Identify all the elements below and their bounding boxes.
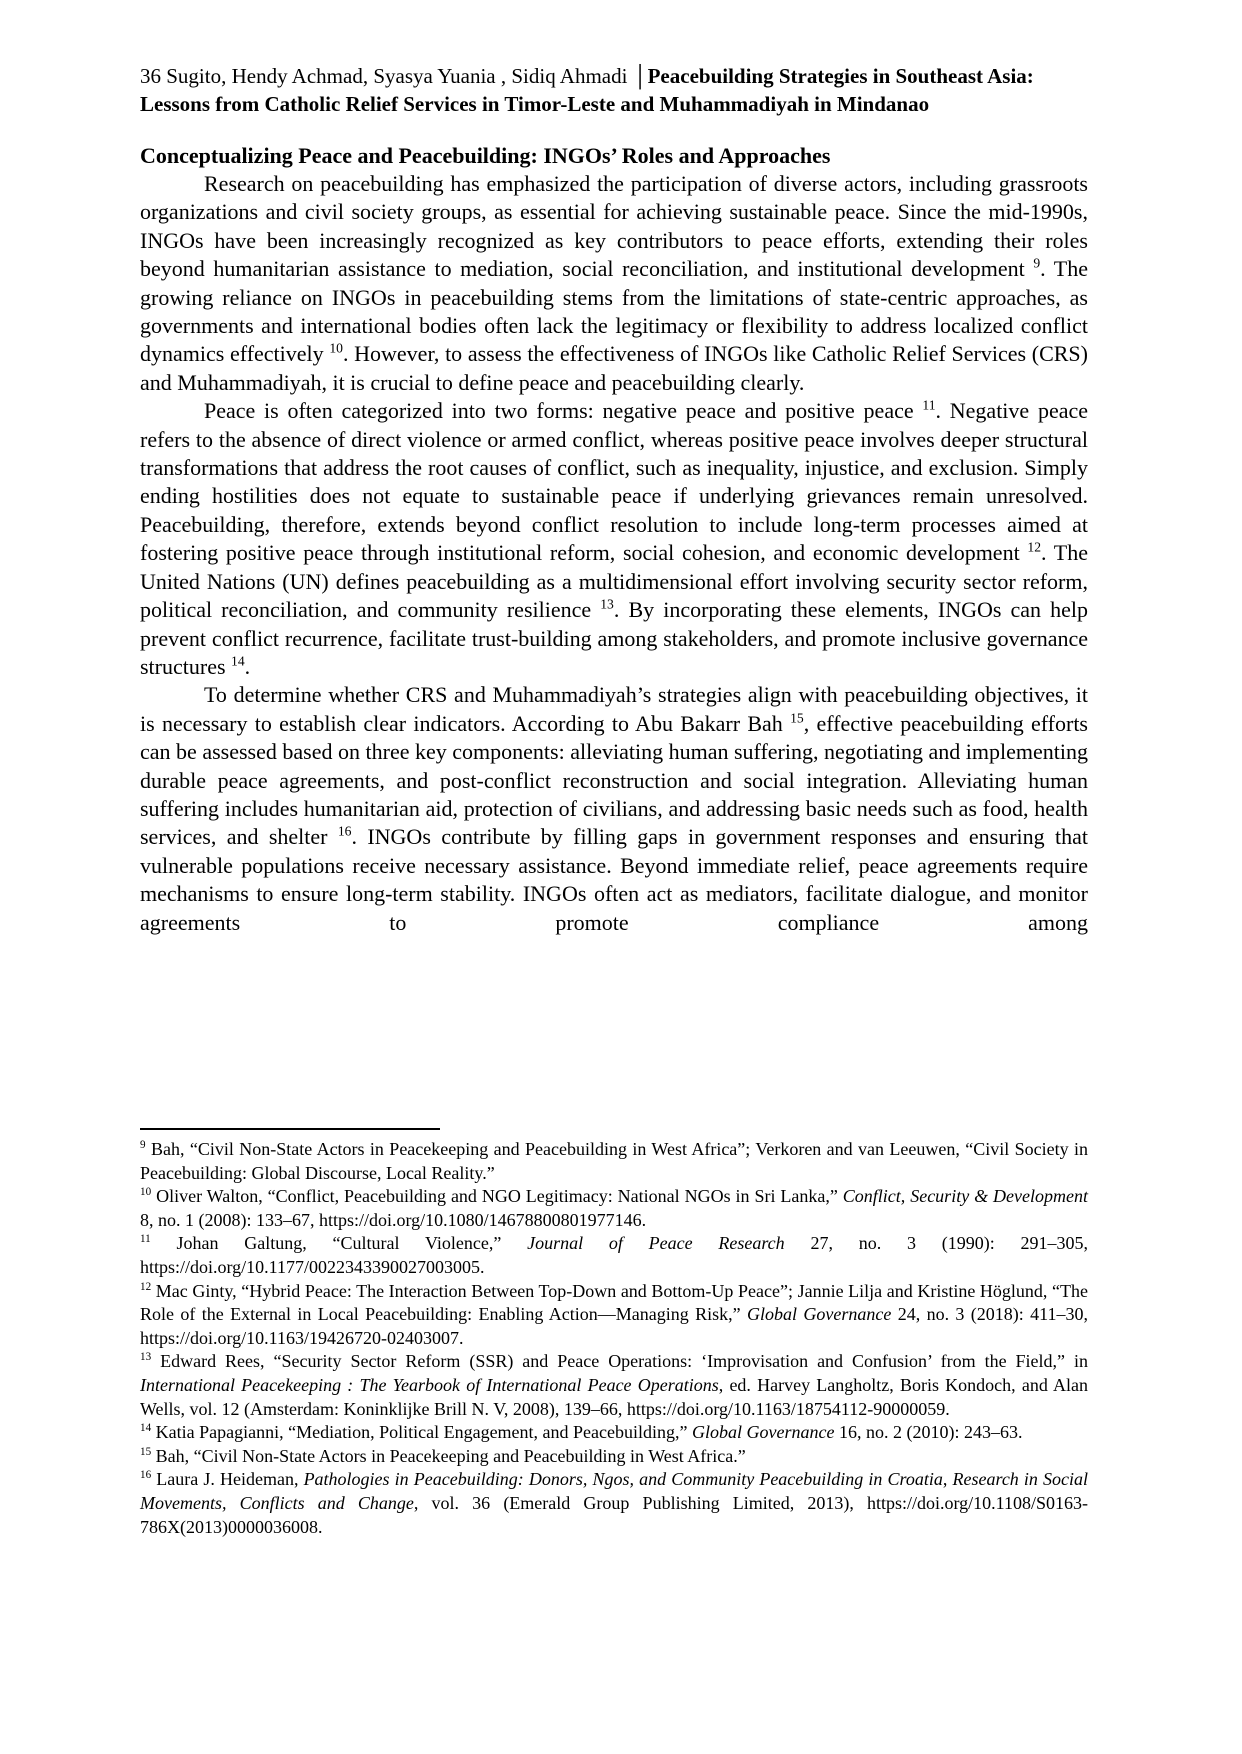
section-heading: Conceptualizing Peace and Peacebuilding: INGOs’ Roles and Approaches xyxy=(140,143,831,168)
footnote-12: $^{12}$ Mac Ginty, “Hybrid Peace: The Interaction Between Top-Down and Bottom-Up Peace”; Jannie Lilja and Kristine Höglund, “The Role of the External in Local Peacebuilding: Enabling Action—Managing Risk,” Global Governance 24, no. 3 (2018): 411–30, https://doi.org/10.1163/19426720-02403007. xyxy=(140,1280,1088,1348)
footnote-10: $^{10}$ Oliver Walton, “Conflict, Peacebuilding and NGO Legitimacy: National NGOs in Sri Lanka,” Conflict, Security & Development 8, no. 1 (2008): 133–67, https://doi.org/10.1080/14678800801977146. xyxy=(140,1186,1088,1230)
footnote-14: $^{14}$ Katia Papagianni, “Mediation, Political Engagement, and Peacebuilding,” Global Governance 16, no. 2 (2010): 243–63. xyxy=(140,1422,1023,1443)
footnote-15: $^{15}$ Bah, “Civil Non-State Actors in Peacekeeping and Peacebuilding in West Africa.” xyxy=(140,1445,746,1466)
footnote-16: $^{16}$ Laura J. Heideman, Pathologies in Peacebuilding: Donors, Ngos, and Community Peacebuilding in Croatia, Research in Social Movements, Conflicts and Change, vol. 36 (Emerald Group Publishing Limited, 2013), https://doi.org/10.1108/S0163-786X(2013)0000036008. xyxy=(140,1469,1089,1537)
paragraph-3: To determine whether CRS and Muhammadiyah’s strategies align with peacebuilding objectives, it is necessary to establish clear indicators. According to Abu Bakarr Bah $^{15}$, effective peacebuilding efforts can be assessed based on three key components: alleviating human suffering, negotiating and implementing durable peace agreements, and post-conflict reconstruction and social integration. Alleviating human suffering includes humanitarian aid, protection of civilians, and addressing basic needs such as food, health services, and shelter $^{16}$. INGOs contribute by filling gaps in government responses and ensuring that vulnerable populations receive necessary assistance. Beyond immediate relief, peace agreements require mechanisms to ensure long-term stability. INGOs often act as mediators, facilitate dialogue, and monitor agreements to promote compliance among xyxy=(140,682,1088,935)
footnotes-section xyxy=(140,1128,1088,1539)
paragraph-2: Peace is often categorized into two forms: negative peace and positive peace $^{11}$. Negative peace refers to the absence of direct violence or armed conflict, whereas positive peace involves deeper structural transformations that address the root causes of conflict, such as inequality, injustice, and exclusion. Simply ending hostilities does not equate to sustainable peace if underlying grievances remain unresolved. Peacebuilding, therefore, extends beyond conflict resolution to include long-term processes aimed at fostering positive peace through institutional reform, social cohesion, and economic development $^{12}$. The United Nations (UN) defines peacebuilding as a multidimensional effort involving security sector reform, political reconciliation, and community resilience $^{13}$. By incorporating these elements, INGOs can help prevent conflict recurrence, facilitate trust-building among stakeholders, and promote inclusive governance structures $^{14}$. xyxy=(140,397,1088,679)
footnote-11: $^{11}$ Johan Galtung, “Cultural Violence,” Journal of Peace Research 27, no. 3 (1990): 291–305, https://doi.org/10.1177/0022343390027003005. xyxy=(140,1233,1088,1277)
footnote-9: $^9$ Bah, “Civil Non-State Actors in Peacekeeping and Peacebuilding in West Africa”; Verkoren and van Leeuwen, “Civil Society in Peacebuilding: Global Discourse, Local Reality.” xyxy=(140,1139,1088,1183)
paragraph-1: Research on peacebuilding has emphasized the participation of diverse actors, including grassroots organizations and civil society groups, as essential for achieving sustainable peace. Since the mid-1990s, INGOs have been increasingly recognized as key contributors to peace efforts, extending their roles beyond humanitarian assistance to mediation, social reconciliation, and institutional development $^9$. The growing reliance on INGOs in peacebuilding stems from the limitations of state-centric approaches, as governments and international bodies often lack the legitimacy or flexibility to address localized conflict dynamics effectively $^{10}$. However, to assess the effectiveness of INGOs like Catholic Relief Services (CRS) and Muhammadiyah, it is crucial to define peace and peacebuilding clearly. xyxy=(140,171,1088,395)
footnote-13: $^{13}$ Edward Rees, “Security Sector Reform (SSR) and Peace Operations: ‘Improvisation and Confusion’ from the Field,” in International Peacekeeping : The Yearbook of International Peace Operations, ed. Harvey Langholtz, Boris Kondoch, and Alan Wells, vol. 12 (Amsterdam: Koninklijke Brill N. V, 2008), 139–66, https://doi.org/10.1163/18754112-90000059. xyxy=(140,1351,1089,1419)
running-header: 36 Sugito, Hendy Achmad, Syasya Yuania , Sidiq Ahmadi │Peacebuilding Strategies in Southeast Asia: Lessons from Catholic Relief Services in Timor-Leste and Muhammadiyah in Mindanao xyxy=(140,64,1034,116)
footnote-separator xyxy=(140,1128,440,1130)
page-content xyxy=(140,62,1088,937)
